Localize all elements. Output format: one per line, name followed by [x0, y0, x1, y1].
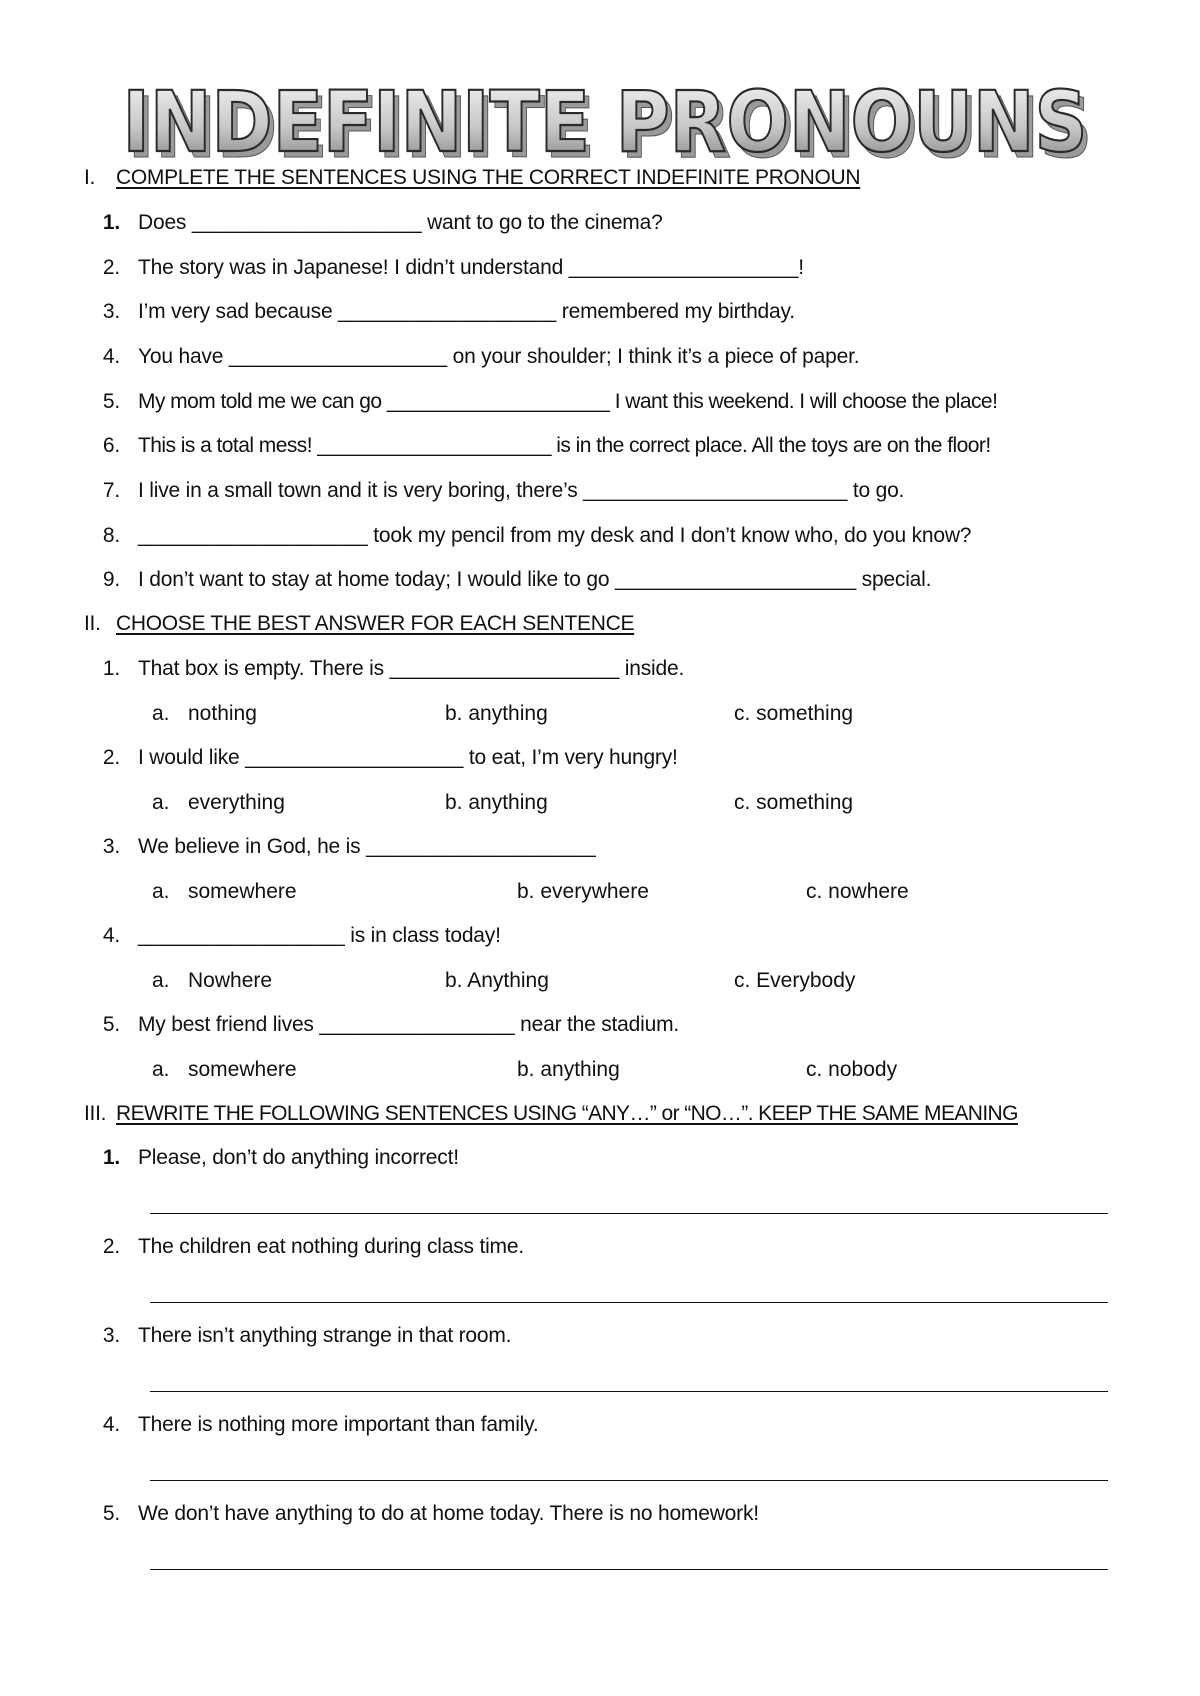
option-a-label: a. — [152, 702, 170, 725]
item-text: I live in a small town and it is very boring, there’s _______________________ to go. — [138, 479, 905, 502]
item-number: 8. — [102, 524, 120, 547]
item-number: 5. — [102, 1013, 120, 1036]
item-text: That box is empty. There is ____________________ inside. — [138, 657, 685, 680]
item-text: Please, don’t do anything incorrect! — [138, 1146, 459, 1169]
item-number: 1. — [102, 657, 120, 680]
item-number: 6. — [102, 434, 120, 457]
item-text: I would like ___________________ to eat, I’m very hungry! — [138, 746, 678, 769]
title-text: INDEFINITE PRONOUNS — [122, 73, 1088, 171]
option-a: somewhere — [188, 880, 297, 903]
item-text: I’m very sad because ___________________ remembered my birthday. — [138, 300, 795, 323]
item-number: 3. — [102, 300, 120, 323]
section-2-heading — [84, 612, 634, 636]
title-shadow: INDEFINITE PRONOUNS — [127, 79, 1093, 172]
item-text: I don’t want to stay at home today; I would like to go _____________________ special. — [138, 568, 932, 591]
item-text: This is a total mess! _____________________ is in the correct place. All the toys are on the floor! — [138, 434, 991, 457]
option-b: b. anything — [445, 702, 548, 725]
section-title: CHOOSE THE BEST ANSWER FOR EACH SENTENCE — [116, 612, 635, 635]
item-number: 2. — [102, 256, 120, 279]
item-number: 7. — [102, 479, 120, 502]
item-number: 2. — [102, 1235, 120, 1258]
answer-line[interactable] — [150, 1480, 1108, 1481]
item-number: 4. — [102, 924, 120, 947]
section-number: III. — [84, 1102, 107, 1125]
item-number: 2. — [102, 746, 120, 769]
item-text: Does ____________________ want to go to the cinema? — [138, 211, 663, 234]
option-c: c. nobody — [806, 1058, 898, 1081]
option-c: c. Everybody — [734, 969, 856, 992]
option-b: b. everywhere — [517, 880, 649, 903]
item-text: We believe in God, he is ____________________ — [138, 835, 596, 858]
option-a: nothing — [188, 702, 257, 725]
answer-line[interactable] — [150, 1302, 1108, 1303]
option-a: Nowhere — [188, 969, 273, 992]
item-number: 1. — [102, 211, 120, 234]
section-3-heading — [84, 1102, 1018, 1126]
section-1-heading — [84, 166, 860, 190]
answer-line[interactable] — [150, 1569, 1108, 1570]
item-number: 3. — [102, 835, 120, 858]
option-a-label: a. — [152, 880, 170, 903]
item-number: 1. — [102, 1146, 120, 1169]
title-graphic — [110, 72, 1100, 172]
option-c: c. nowhere — [806, 880, 909, 903]
answer-line[interactable] — [150, 1213, 1108, 1214]
item-number: 5. — [102, 1502, 120, 1525]
option-a-label: a. — [152, 969, 170, 992]
item-number: 4. — [102, 345, 120, 368]
item-number: 3. — [102, 1324, 120, 1347]
option-b: b. anything — [445, 791, 548, 814]
section-number: I. — [84, 166, 96, 189]
item-text: My best friend lives _________________ near the stadium. — [138, 1013, 680, 1036]
item-text: __________________ is in class today! — [138, 924, 501, 947]
item-number: 9. — [102, 568, 120, 591]
item-text: The children eat nothing during class time. — [138, 1235, 524, 1258]
section-title: REWRITE THE FOLLOWING SENTENCES USING “ANY…” or “NO…”. KEEP THE SAME MEANING — [116, 1102, 1018, 1125]
option-b: b. anything — [517, 1058, 620, 1081]
item-number: 5. — [102, 390, 120, 413]
option-a: everything — [188, 791, 285, 814]
option-a: somewhere — [188, 1058, 297, 1081]
option-b: b. Anything — [445, 969, 549, 992]
section-title: COMPLETE THE SENTENCES USING THE CORRECT INDEFINITE PRONOUN — [116, 166, 861, 189]
item-text: ____________________ took my pencil from my desk and I don’t know who, do you know? — [138, 524, 972, 547]
item-number: 4. — [102, 1413, 120, 1436]
option-c: c. something — [734, 702, 854, 725]
item-text: You have ___________________ on your shoulder; I think it’s a piece of paper. — [138, 345, 860, 368]
option-a-label: a. — [152, 1058, 170, 1081]
section-number: II. — [84, 612, 101, 635]
option-a-label: a. — [152, 791, 170, 814]
option-c: c. something — [734, 791, 854, 814]
item-text: The story was in Japanese! I didn’t understand ____________________! — [138, 256, 804, 279]
item-text: There is nothing more important than family. — [138, 1413, 539, 1436]
item-text: My mom told me we can go ____________________ I want this weekend. I will choose the place! — [138, 390, 998, 413]
item-text: We don’t have anything to do at home today. There is no homework! — [138, 1502, 759, 1525]
item-text: There isn’t anything strange in that room. — [138, 1324, 512, 1347]
answer-line[interactable] — [150, 1391, 1108, 1392]
worksheet-title — [110, 72, 1100, 172]
